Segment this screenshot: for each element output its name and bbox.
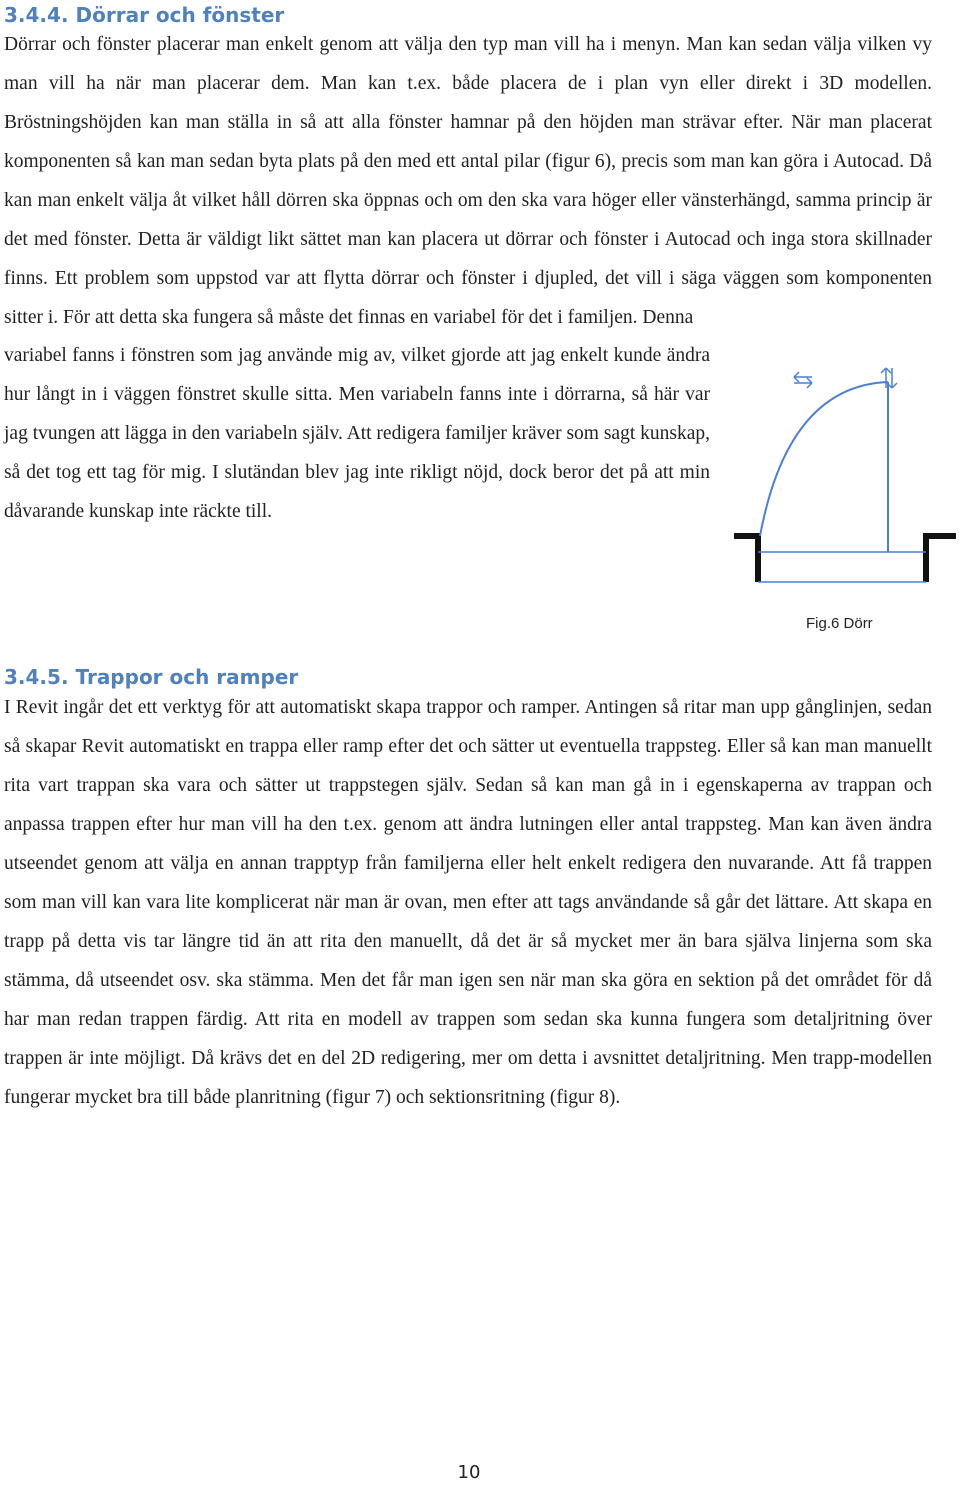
section-heading-stairs-ramps: 3.4.5. Trappor och ramper bbox=[4, 665, 299, 689]
flip-vertical-arrow-icon bbox=[881, 368, 897, 388]
page-number: 10 bbox=[457, 1462, 481, 1483]
paragraph-doors-windows-wrapped: variabel fanns i fönstren som jag använde mig av, vilket gjorde att jag enkelt kunde ändra hur långt in i väggen fönstret skulle sitta. Men variabeln fanns inte i dörrarna, så här var jag tvungen att lägga in den variabeln själv. Att redigera familjer kräver som sagt kunskap, så det tog ett tag för mig. I slutändan blev jag inte rikligt nöjd, dock beror det på att min dåvarande kunskap inte räckte till. bbox=[4, 345, 710, 522]
door-swing-arc bbox=[760, 382, 888, 536]
figure-caption: Fig.6 Dörr bbox=[806, 615, 873, 632]
flip-horizontal-arrow-icon bbox=[794, 372, 812, 388]
wall-right bbox=[926, 536, 956, 582]
section-heading-doors-windows: 3.4.4. Dörrar och fönster bbox=[4, 3, 285, 27]
door-plan-figure bbox=[728, 362, 960, 588]
paragraph-stairs-ramps: I Revit ingår det ett verktyg för att automatiskt skapa trappor och ramper. Antingen så ritar man upp gånglinjen, sedan så skapar Revit automatiskt en trappa eller ramp efter det och sätter ut eventuella trappsteg. Eller så kan man manuellt rita vart trappan ska vara och sätter ut trappstegen själv. Sedan så kan man gå in i egenskaperna av trappan och anpassa trappen efter hur man vill ha den t.ex. genom att ändra lutningen eller antal trappsteg. Man kan även ändra utseendet genom att välja en annan trapptyp från familjerna eller helt enkelt redigera den nuvarande. Att få trappen som man vill kan vara lite komplicerat när man är ovan, men efter att tags användande så går det lättare. Att skapa en trapp på detta vis tar längre tid än att rita den manuellt, då det är så mycket mer än bara själva linjerna som ska stämma, då utseendet osv. ska stämma. Men det får man igen sen när man ska göra en sektion på det området för då har man redan trappen färdig. Att rita en modell av trappen som sedan ska kunna fungera som detaljritning över trappen är inte möjligt. Då krävs det en del 2D redigering, mer om detta i avsnittet detaljritning. Men trapp-modellen fungerar mycket bra till både planritning (figur 7) och sektionsritning (figur 8). bbox=[4, 697, 932, 1108]
wall-left bbox=[734, 536, 758, 582]
paragraph-doors-windows: Dörrar och fönster placerar man enkelt genom att välja den typ man vill ha i menyn. Man kan sedan välja vilken vy man vill ha när man placerar dem. Man kan t.ex. både placera de i plan vyn eller direkt i 3D modellen. Bröstningshöjden kan man ställa in så att alla fönster hamnar på den höjden man strävar efter. När man placerat komponenten så kan man sedan byta plats på den med ett antal pilar (figur 6), precis som man kan göra i Autocad. Då kan man enkelt välja åt vilket håll dörren ska öppnas och om den ska vara höger eller vänsterhängd, samma princip är det med fönster. Detta är väldigt likt sättet man kan placera ut dörrar och fönster i Autocad och inga stora skillnader finns. Ett problem som uppstod var att flytta dörrar och fönster i djupled, det vill i säga väggen som komponenten sitter i. För att detta ska fungera så måste det finnas en variabel för det i familjen. Denna bbox=[4, 34, 932, 328]
